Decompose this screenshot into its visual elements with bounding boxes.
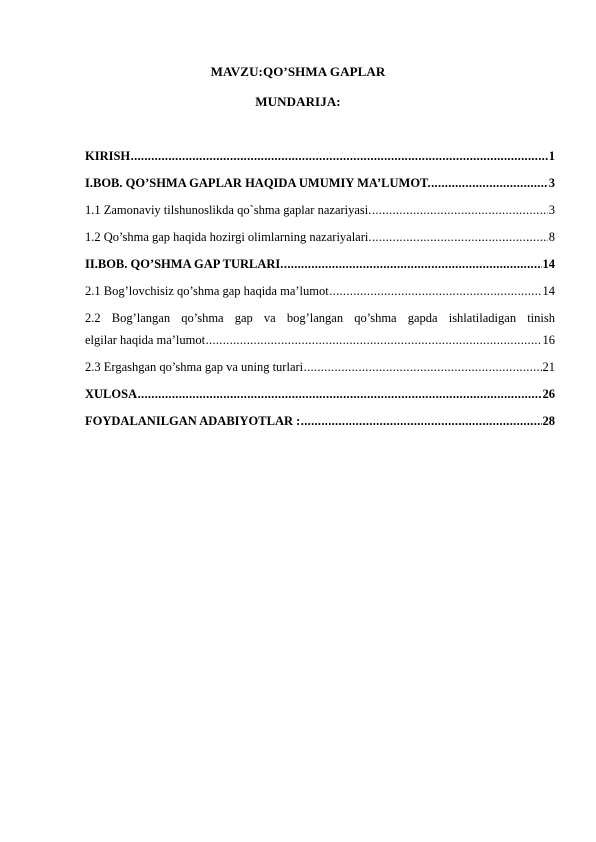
toc-entry-page: 3 (548, 176, 555, 190)
toc-entry-chapter-2[interactable] (85, 256, 555, 272)
dot-leader (304, 359, 542, 375)
toc-entry-page: 16 (542, 333, 555, 347)
contents-title: MUNDARIJA: (255, 94, 341, 109)
toc-entry-xulosa[interactable] (85, 386, 555, 402)
toc-entry-page: 14 (542, 257, 555, 271)
toc-entry-label: KIRISH (85, 149, 131, 163)
toc-entry-label: 1.2 Qo’shma gap haqida hozirgi olimlarning nazariyalari. (85, 230, 372, 244)
toc-entry-page: 3 (548, 203, 555, 217)
toc-entry-page: 26 (542, 387, 555, 401)
dot-leader (372, 202, 548, 218)
toc-entry-1-2[interactable] (85, 229, 555, 245)
dot-leader (301, 413, 542, 429)
dot-leader (131, 148, 549, 164)
dot-leader (284, 256, 542, 272)
dot-leader (372, 229, 548, 245)
dot-leader (138, 386, 542, 402)
toc-entry-references[interactable] (85, 413, 555, 429)
dot-leader (206, 332, 542, 348)
toc-entry-1-1[interactable] (85, 202, 555, 218)
toc-entry-label: I.BOB. QO’SHMA GAPLAR HAQIDA UMUMIY MA’LUMOT. (85, 176, 431, 190)
toc-entry-page: 14 (542, 284, 555, 298)
toc-entry-2-2[interactable] (85, 310, 555, 348)
toc-entry-page: 1 (548, 149, 555, 163)
toc-entry-label: XULOSA (85, 387, 138, 401)
toc-entry-label: 2.3 Ergashgan qo’shma gap va uning turlari (85, 360, 304, 374)
table-of-contents (85, 148, 555, 429)
toc-entry-2-1[interactable] (85, 283, 555, 299)
toc-entry-page: 21 (542, 360, 555, 374)
dot-leader (431, 175, 548, 191)
toc-entry-chapter-1[interactable] (85, 175, 555, 191)
toc-entry-label: FOYDALANILGAN ADABIYOTLAR : (85, 414, 301, 428)
toc-entry-page: 8 (548, 230, 555, 244)
toc-entry-label: II.BOB. QO’SHMA GAP TURLARI. (85, 257, 284, 271)
toc-entry-label-line1: 2.2 Bog’langan qo’shma gap va bog’langan qo’shma gapda ishlatiladigan tinish (85, 311, 555, 325)
toc-entry-2-3[interactable] (85, 359, 555, 375)
toc-entry-label-line2: elgilar haqida ma’lumot (85, 333, 206, 347)
toc-entry-kirish[interactable] (85, 148, 555, 164)
toc-entry-page: 28 (542, 414, 555, 428)
toc-entry-label: 1.1 Zamonaviy tilshunoslikda qo`shma gaplar nazariyasi. (85, 203, 372, 217)
dot-leader (329, 283, 542, 299)
topic-title: MAVZU:QO’SHMA GAPLAR (210, 64, 386, 79)
toc-entry-label: 2.1 Bog’lovchisiz qo’shma gap haqida ma’lumot (85, 284, 329, 298)
